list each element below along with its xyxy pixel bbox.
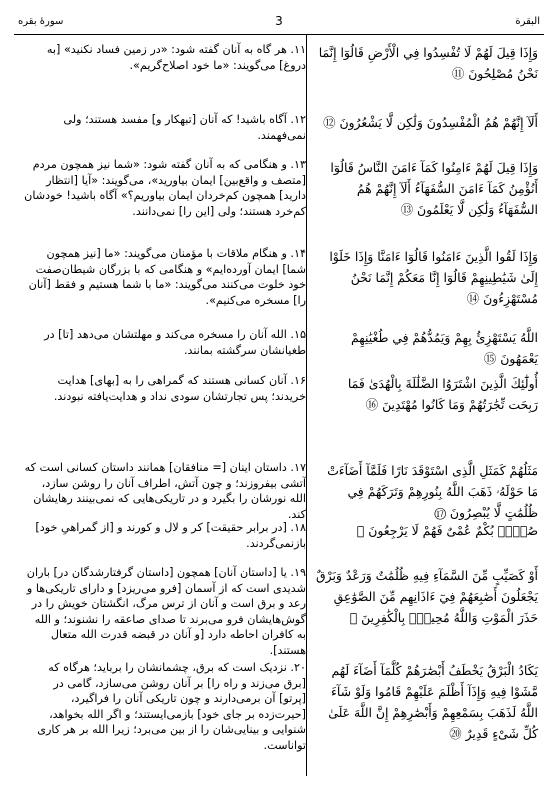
verse-translation-18: ۱۸. [در برابر حقیقت] کر و لال و کورند و [از گمراهیِ خود] بازنمی‌گردند. bbox=[35, 521, 306, 550]
verse-arabic-20: يَكَادُ الْبَرْقُ يَخْطَفُ أَبْصَٰرَهُمْ كُلَّمَآ أَضَآءَ لَهُم مَّشَوْا فِيهِ وَإِذَآ أَظْلَمَ عَلَيْهِمْ قَامُوا وَلَوْ شَآءَ اللَّهُ لَذَهَبَ بِسَمْعِهِمْ وَأَبْصَٰرِهِمْ إِنَّ اللَّهَ عَلَىٰ كُلِّ شَىْءٍ قَدِيرٌ ⑳ bbox=[328, 663, 538, 741]
verse-translation-12: ۱۲. آگاه باشید! که آنان [تبهکار و] مفسد هستند؛ ولی نمی‌فهمند. bbox=[63, 113, 306, 142]
verse-arabic-17: مَثَلُهُمْ كَمَثَلِ الَّذِى اسْتَوْقَدَ نَارًا فَلَمَّآ أَضَآءَتْ مَا حَوْلَهُۥ ذَهَبَ اللَّهُ بِنُورِهِمْ وَتَرَكَهُمْ فِي ظُلُمَٰتٍ لَّا يُبْصِرُونَ ⑰ bbox=[327, 463, 538, 520]
page-header bbox=[14, 14, 544, 32]
verse-translation-17: ۱۷. داستان اینان [= منافقان] همانند داستان کسانی است که آتشی بیفروزند؛ و چون آتش، اطراف آنان را روشن سازد، الله نورشان را بگیرد و در تاریکی‌هایی که نمی‌بینند رهایشان کند. bbox=[24, 461, 306, 521]
verse-translation-14: ۱۴. و هنگام ملاقات با مؤمنان می‌گویند: «ما [نیز همچون شما] ایمان آورده‌ایم» و هنگامی که با بزرگان شیطان‌صفت خود خلوت می‌کنند می‌گویند: «ما با شما هستیم و فقط [آنان را] مسخره می‌کنیم». bbox=[28, 247, 306, 307]
verse-arabic-18: صُمٌّۢ بُكْمٌ عُمْىٌ فَهُمْ لَا يَرْجِعُونَ ⑱ bbox=[356, 523, 538, 538]
verse-translation-19: ۱۹. یا [داستان آنان] همچون [داستان گرفتارشدگان در] باران شدیدی است که از آسمان [فرو می‌ریزد] و دارای تاریکی‌ها و رعد و برق است و آنان از ترس مرگ، انگشتان خویش را در گوش‌هایشان فرو می‌برند تا صدای صاعقه را نشنوند؛ و الله به کافران احاطه دارد [و آنان در قبضه قدرت الله متعال هستند]. bbox=[26, 566, 306, 657]
header-rule bbox=[14, 34, 544, 35]
verse-translation-11: ۱۱. هر گاه به آنان گفته شود: «در زمین فساد نکنید» [به دروغ] می‌گویند: «ما خود اصلاح‌گریم». bbox=[46, 43, 306, 72]
verse-translation-16: ۱۶. آنان کسانی هستند که گمراهی را به [بهای] هدایت خریدند؛ پس تجارتشان سودی نداد و هدایت‌یافته نبودند. bbox=[53, 374, 306, 403]
surah-name-persian: سورهٔ بقره bbox=[18, 16, 64, 27]
verse-arabic-19: أَوْ كَصَيِّبٍ مِّنَ السَّمَآءِ فِيهِ ظُلُمَٰتٌ وَرَعْدٌ وَبَرْقٌ يَجْعَلُونَ أَصَٰبِعَهُمْ فِيٓ ءَاذَانِهِم مِّنَ الصَّوَٰعِقِ حَذَرَ الْمَوْتِ وَاللَّهُ مُحِيطٌۢ بِالْكَٰفِرِينَ ⑲ bbox=[316, 568, 538, 625]
verse-translation-15: ۱۵. الله آنان را مسخره می‌کند و مهلتشان می‌دهد [تا] در طغیانشان سرگشته بمانند. bbox=[44, 328, 306, 357]
verse-arabic-14: وَإِذَا لَقُوا الَّذِينَ ءَامَنُوا قَالُوٓا ءَامَنَّا وَإِذَا خَلَوْا إِلَىٰ شَيَٰطِينِهِمْ قَالُوٓا إِنَّا مَعَكُمْ إِنَّمَا نَحْنُ مُسْتَهْزِءُونَ ⑭ bbox=[329, 249, 538, 306]
verse-arabic-11: وَإِذَا قِيلَ لَهُمْ لَا تُفْسِدُوا فِي الْأَرْضِ قَالُوٓا إِنَّمَا نَحْنُ مُصْلِحُونَ ⑪ bbox=[318, 45, 538, 81]
page-number: 3 bbox=[275, 14, 283, 28]
column-divider bbox=[306, 34, 307, 776]
verse-translation-13: ۱۳. و هنگامی که به آنان گفته شود: «شما نیز همچون مردم [متصف و واقع‌بین] ایمان بیاورید»، می‌گویند: «آیا [انتظار دارید] همچون کم‌خردان ایمان بیاوریم؟» آگاه باشید! خودشان کم‌خرد هستند؛ ولی [این را] نمی‌دانند. bbox=[24, 158, 306, 218]
verse-arabic-16: أُولَٰٓئِكَ الَّذِينَ اشْتَرَوُا الضَّلَٰلَةَ بِالْهُدَىٰ فَمَا رَبِحَت تِّجَٰرَتُهُمْ وَمَا كَانُوا مُهْتَدِينَ ⑯ bbox=[347, 376, 538, 412]
verse-translation-20: ۲۰. نزدیک است که برق، چشمانشان را برباید؛ هرگاه که [برق می‌زند و راه را] بر آنان روشن می‌سازد، گامی در [پرتو] آن برمی‌دارند و چون تاریکی آنان را فراگیرد، [حیرت‌زده بر جای خود] بازمی‌ایستند؛ و اگر الله بخواهد، شنوایی و بینایی‌شان را از بین می‌برد؛ زیرا الله بر هر کاری تواناست. bbox=[37, 661, 306, 752]
surah-name-arabic: البقرة bbox=[515, 16, 540, 27]
verse-arabic-15: اللَّهُ يَسْتَهْزِئُ بِهِمْ وَيَمُدُّهُمْ فِي طُغْيَٰنِهِمْ يَعْمَهُونَ ⑮ bbox=[351, 330, 538, 366]
verse-arabic-13: وَإِذَا قِيلَ لَهُمْ ءَامِنُوا كَمَآ ءَامَنَ النَّاسُ قَالُوٓا أَنُؤْمِنُ كَمَآ ءَامَنَ السُّفَهَآءُ أَلَآ إِنَّهُمْ هُمُ السُّفَهَآءُ وَلَٰكِن لَّا يَعْلَمُونَ ⑬ bbox=[330, 160, 538, 217]
verse-arabic-12: أَلَآ إِنَّهُمْ هُمُ الْمُفْسِدُونَ وَلَٰكِن لَّا يَشْعُرُونَ ⑫ bbox=[323, 115, 538, 130]
